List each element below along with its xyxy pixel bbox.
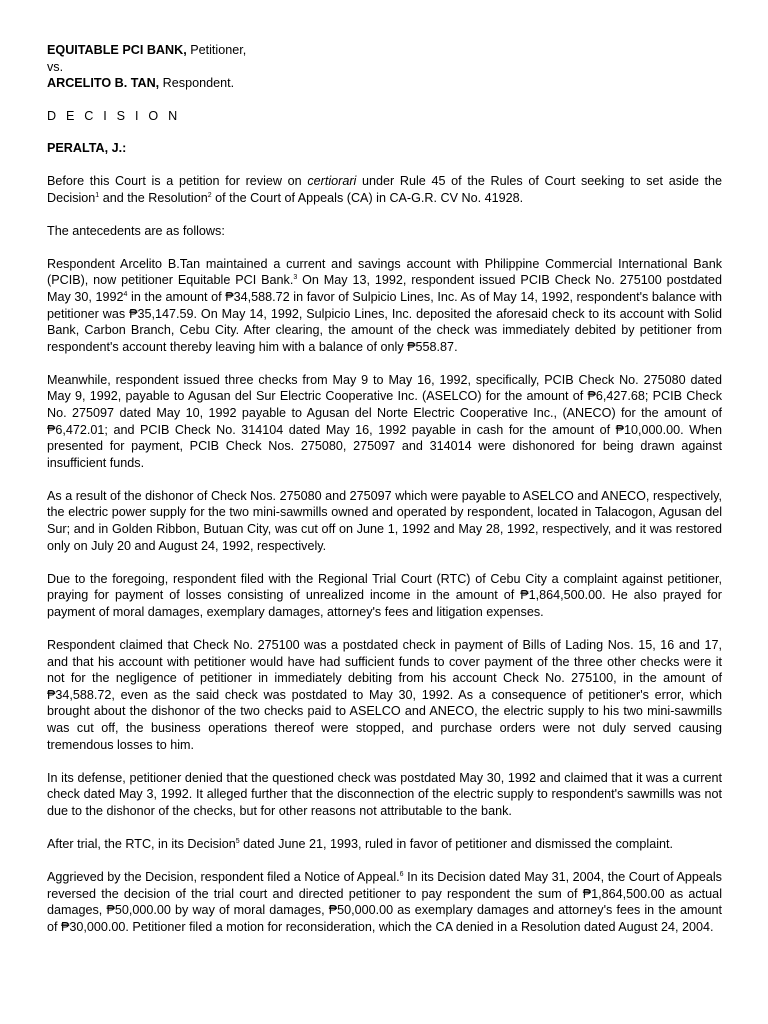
- paragraph: In its defense, petitioner denied that the questioned check was postdated May 30, 1992 and claimed that it was a current check dated May 3, 1992. It alleged further that the disconnection of the electric supply to respondent's sawmills was not due to the dishonor of the checks, but for other reasons not attributable to the bank.: [47, 770, 722, 818]
- text-run: After trial, the RTC, in its Decision: [47, 836, 236, 851]
- footnote-ref[interactable]: 5: [235, 837, 240, 845]
- text-run: dated June 21, 1993, ruled in favor of petitioner and dismissed the complaint.: [239, 836, 673, 851]
- decision-heading: D E C I S I O N: [47, 108, 181, 123]
- decision-body: [47, 173, 722, 935]
- footnote-ref[interactable]: 1: [95, 191, 100, 199]
- paragraph: As a result of the dishonor of Check Nos. 275080 and 275097 which were payable to ASELCO and ANECO, respectively, the electric power supply for the two mini-sawmills owned and operated by respondent, located in Talacogon, Agusan del Sur; and in Golden Ribbon, Butuan City, was cut off on June 1, 1992 and May 28, 1992, respectively, and it was restored only on July 20 and August 24, 1992, respectively.: [47, 488, 722, 553]
- petitioner-role: Petitioner,: [186, 43, 247, 57]
- case-caption: [47, 42, 722, 92]
- text-run: and the Resolution: [99, 190, 208, 205]
- petitioner-line: [47, 42, 722, 59]
- footnote-ref[interactable]: 3: [293, 274, 298, 282]
- text-run: under Rule 45 of the Rules of Court seeking to set aside the Decision: [47, 173, 723, 205]
- petitioner-name: EQUITABLE PCI BANK,: [47, 43, 187, 57]
- footnote-ref[interactable]: 4: [123, 290, 128, 298]
- paragraph: [47, 836, 722, 853]
- paragraph: The antecedents are as follows:: [47, 223, 225, 238]
- text-run: Respondent Arcelito B.Tan maintained a current and savings account with Philippine Commercial International Bank (PCIB), now petitioner Equitable PCI Bank.: [47, 256, 722, 288]
- text-run: On May 13, 1992, respondent issued PCIB Check No. 275100 postdated May 30, 1992: [47, 273, 722, 304]
- paragraph: [47, 256, 722, 356]
- italic-term: certiorari: [307, 173, 357, 188]
- ponente: PERALTA, J.:: [47, 141, 127, 156]
- text-run: Aggrieved by the Decision, respondent filed a Notice of Appeal.: [47, 870, 400, 885]
- paragraph: Meanwhile, respondent issued three checks from May 9 to May 16, 1992, specifically, PCIB Check No. 275080 dated May 9, 1992, payable to Agusan del Sur Electric Cooperative Inc. (ASELCO) for the amount of ₱6,427.68; PCIB Check No. 275097 dated May 10, 1992 payable to Agusan del Norte Electric Cooperative Inc., (ANECO) for the amount of ₱6,472.01; and PCIB Check No. 314104 dated May 16, 1992 payable in cash for the amount of ₱10,000.00. When presented for payment, PCIB Check Nos. 275080, 275097 and 314014 were dishonored for being drawn against insufficient funds.: [47, 372, 722, 470]
- text-run: Before this Court is a petition for review on: [47, 173, 308, 188]
- text-run: of the Court of Appeals (CA) in CA-G.R. CV No. 41928.: [211, 190, 524, 205]
- paragraph: [47, 869, 722, 935]
- footnote-ref[interactable]: 6: [399, 871, 404, 879]
- text-run: in the amount of ₱34,588.72 in favor of Sulpicio Lines, Inc. As of May 14, 1992, respondent's balance with petitioner was ₱35,147.59. On May 14, 1992, Sulpicio Lines, Inc. deposited the aforesaid check to its account with Solid Bank, Carbon Branch, Cebu City. After clearing, the amount of the check was immediately debited by petitioner from respondent's account thereby leaving him with a balance of only ₱558.87.: [47, 289, 722, 354]
- respondent-line: [47, 75, 722, 92]
- paragraph: Due to the foregoing, respondent filed with the Regional Trial Court (RTC) of Cebu City a complaint against petitioner, praying for payment of losses consisting of unrealized income in the amount of ₱1,864,500.00. He also prayed for payment of moral damages, exemplary damages, attorney's fees and litigation expenses.: [47, 571, 722, 619]
- respondent-name: ARCELITO B. TAN,: [47, 76, 160, 91]
- paragraph: [47, 173, 722, 206]
- versus-line: vs.: [47, 59, 64, 74]
- paragraph: Respondent claimed that Check No. 275100 was a postdated check in payment of Bills of Lading Nos. 15, 16 and 17, and that his account with petitioner would have had sufficient funds to cover payment of the three other checks were it not for the negligence of petitioner in immediately debiting from his account Check No. 275100, in the amount of ₱34,588.72, even as the said check was postdated to May 30, 1992. As a consequence of petitioner's error, which brought about the dishonor of the two checks paid to ASELCO and ANECO, the electric supply to his two mini-sawmills was cut off, the business operations thereof were stopped, and purchase orders were not duly served causing tremendous losses to him.: [47, 638, 722, 752]
- text-run: In its Decision dated May 31, 2004, the Court of Appeals reversed the decision of the trial court and directed petitioner to pay respondent the sum of ₱1,864,500.00 as actual damages, ₱50,000.00 by way of moral damages, ₱50,000.00 as exemplary damages and attorney's fees in the amount of ₱30,000.00. Petitioner filed a motion for reconsideration, which the CA denied in a Resolution dated August 24, 2004.: [47, 870, 722, 934]
- respondent-role: Respondent.: [159, 76, 235, 91]
- footnote-ref[interactable]: 2: [207, 191, 212, 199]
